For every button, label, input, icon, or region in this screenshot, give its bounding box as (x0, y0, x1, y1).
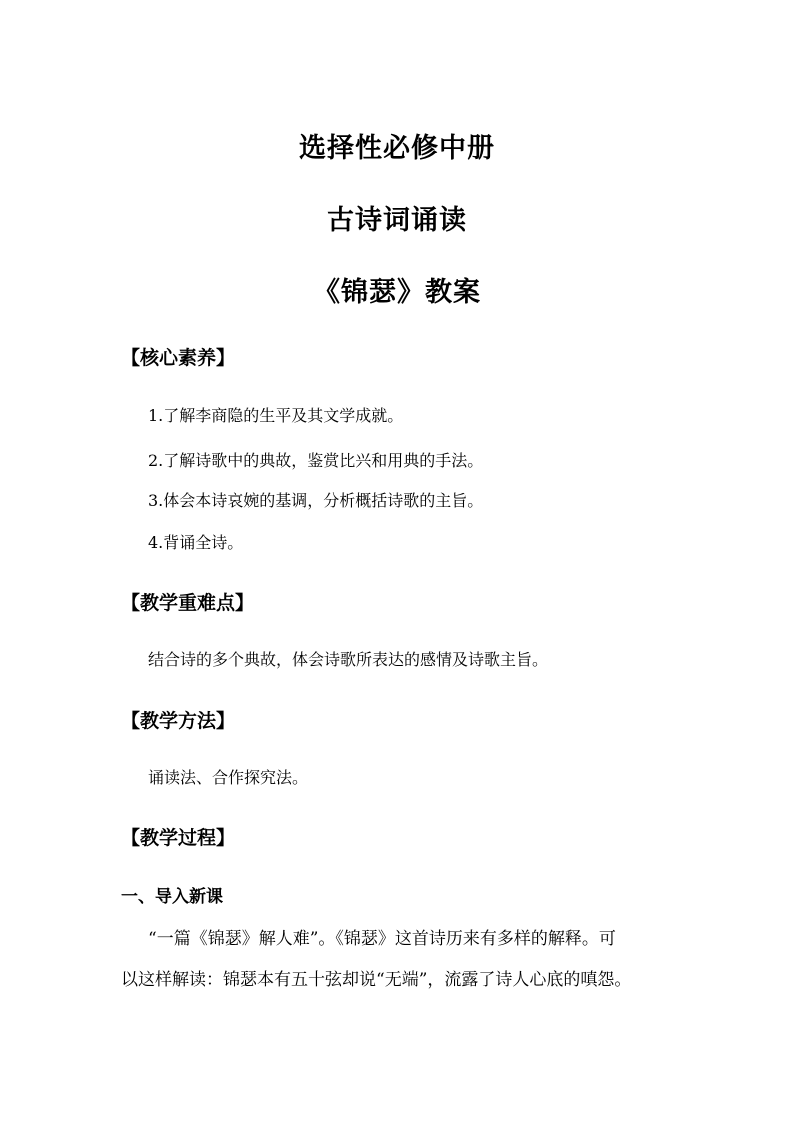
title-course: 选择性必修中册 (299, 133, 495, 164)
heading-teaching-process: 【教学过程】 (121, 827, 236, 849)
core-item-1: 1.了解李商隐的生平及其文学成就。 (148, 406, 404, 425)
heading-key-points: 【教学重难点】 (121, 592, 255, 614)
heading-teaching-method: 【教学方法】 (121, 710, 236, 732)
intro-paragraph-line-1: “一篇《锦瑟》解人难”。《锦瑟》这首诗历来有多样的解释。可 (148, 929, 616, 949)
core-item-4: 4.背诵全诗。 (148, 533, 244, 552)
core-item-3: 3.体会本诗哀婉的基调，分析概括诗歌的主旨。 (148, 491, 484, 510)
heading-core-competencies: 【核心素养】 (121, 347, 236, 369)
core-item-2: 2.了解诗歌中的典故，鉴赏比兴和用典的手法。 (148, 451, 484, 470)
intro-paragraph-line-2: 以这样解读：锦瑟本有五十弦却说“无端”，流露了诗人心底的嗔怨。 (121, 970, 632, 990)
title-lesson: 《锦瑟》教案 (313, 277, 481, 308)
teaching-method-text: 诵读法、合作探究法。 (148, 768, 309, 787)
subheading-introduction: 一、导入新课 (121, 887, 223, 907)
title-unit: 古诗词诵读 (327, 205, 467, 236)
key-points-text: 结合诗的多个典故，体会诗歌所表达的感情及诗歌主旨。 (148, 650, 549, 669)
